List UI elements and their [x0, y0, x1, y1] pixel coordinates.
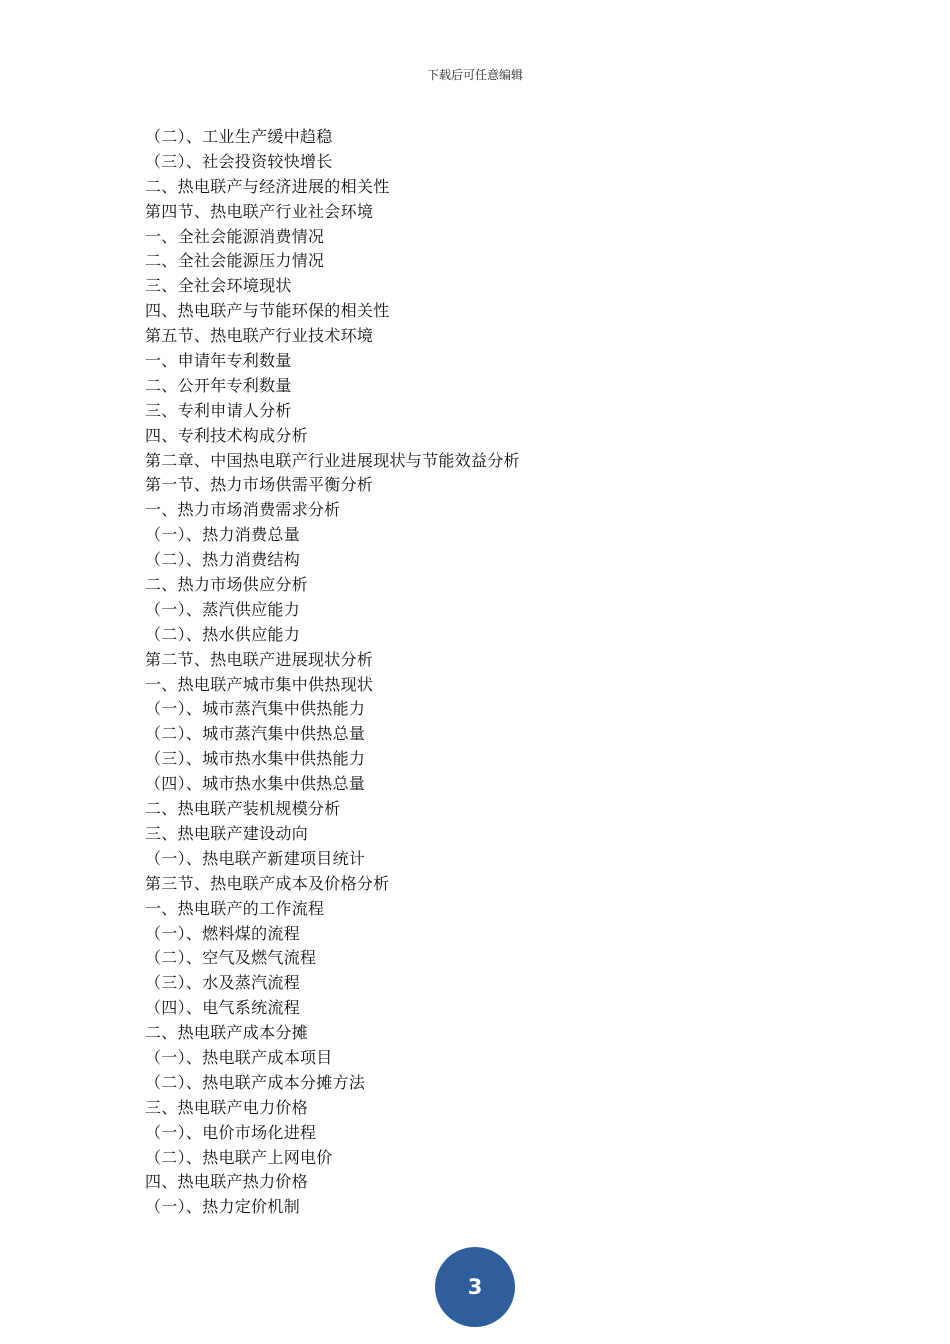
- toc-entry: 第五节、热电联产行业技术环境: [145, 326, 374, 346]
- toc-entry: （二）、工业生产缓中趋稳: [145, 127, 333, 146]
- toc-entry: （四）、城市热水集中供热总量: [145, 774, 366, 794]
- toc-entry: 一、热电联产的工作流程: [145, 898, 325, 918]
- page-number-badge: [435, 1247, 515, 1327]
- toc-entry: （二）、城市蒸汽集中供热总量: [145, 724, 366, 744]
- toc-entry: （一）、热电联产新建项目统计: [145, 848, 366, 868]
- toc-entry: 第二章、中国热电联产行业进展现状与节能效益分析: [145, 450, 520, 470]
- toc-entry: （一）、热力定价机制: [145, 1197, 301, 1217]
- toc-entry: （二）、热电联产上网电价: [145, 1147, 333, 1167]
- toc-entry: 一、热力市场消费需求分析: [145, 500, 341, 520]
- toc-entry: （三）、水及蒸汽流程: [145, 973, 301, 993]
- toc-entry: 二、热电联产成本分摊: [145, 1023, 309, 1043]
- toc-entry: （二）、空气及燃气流程: [145, 948, 317, 968]
- toc-entry: （四）、电气系统流程: [145, 998, 301, 1018]
- toc-entry: （二）、热力消费结构: [145, 550, 301, 570]
- toc-entry: （一）、城市蒸汽集中供热能力: [145, 699, 366, 719]
- toc-entry: 第四节、热电联产行业社会环境: [145, 201, 374, 221]
- toc-entry: 二、热电联产装机规模分析: [145, 799, 341, 819]
- toc-entry: 二、热电联产与经济进展的相关性: [145, 176, 390, 196]
- toc-entry: （三）、社会投资较快增长: [145, 151, 333, 171]
- toc-entry: （一）、热力消费总量: [145, 525, 301, 545]
- toc-entry: 二、热力市场供应分析: [145, 575, 309, 595]
- toc-entry: 一、全社会能源消费情况: [145, 226, 325, 246]
- toc-entry: 四、专利技术构成分析: [145, 425, 309, 445]
- toc-entry: 三、热电联产建设动向: [145, 823, 309, 843]
- toc-entry: 四、热电联产热力价格: [145, 1172, 309, 1192]
- page-header: 下载后可任意编辑: [426, 68, 523, 82]
- toc-entry: （一）、热电联产成本项目: [145, 1047, 333, 1067]
- toc-entry: 第三节、热电联产成本及价格分析: [145, 873, 390, 893]
- page-number: 3: [467, 1275, 483, 1299]
- table-of-contents: [145, 125, 805, 1220]
- toc-entry: （三）、城市热水集中供热能力: [145, 749, 366, 769]
- toc-entry: 三、全社会环境现状: [145, 276, 292, 296]
- toc-entry: （二）、热电联产成本分摊方法: [145, 1072, 366, 1092]
- toc-entry: （一）、电价市场化进程: [145, 1122, 317, 1142]
- toc-entry: （二）、热水供应能力: [145, 624, 301, 644]
- toc-entry: 一、申请年专利数量: [145, 351, 292, 371]
- toc-entry: 三、热电联产电力价格: [145, 1097, 309, 1117]
- toc-entry: 一、热电联产城市集中供热现状: [145, 674, 374, 694]
- toc-entry: 四、热电联产与节能环保的相关性: [145, 301, 390, 321]
- toc-entry: 二、公开年专利数量: [145, 375, 292, 395]
- toc-entry: 第一节、热力市场供需平衡分析: [145, 475, 374, 495]
- toc-entry: 第二节、热电联产进展现状分析: [145, 649, 374, 669]
- toc-entry: （一）、燃料煤的流程: [145, 923, 301, 943]
- toc-entry: 二、全社会能源压力情况: [145, 251, 325, 271]
- toc-entry: （一）、蒸汽供应能力: [145, 599, 301, 619]
- toc-entry: 三、专利申请人分析: [145, 400, 292, 420]
